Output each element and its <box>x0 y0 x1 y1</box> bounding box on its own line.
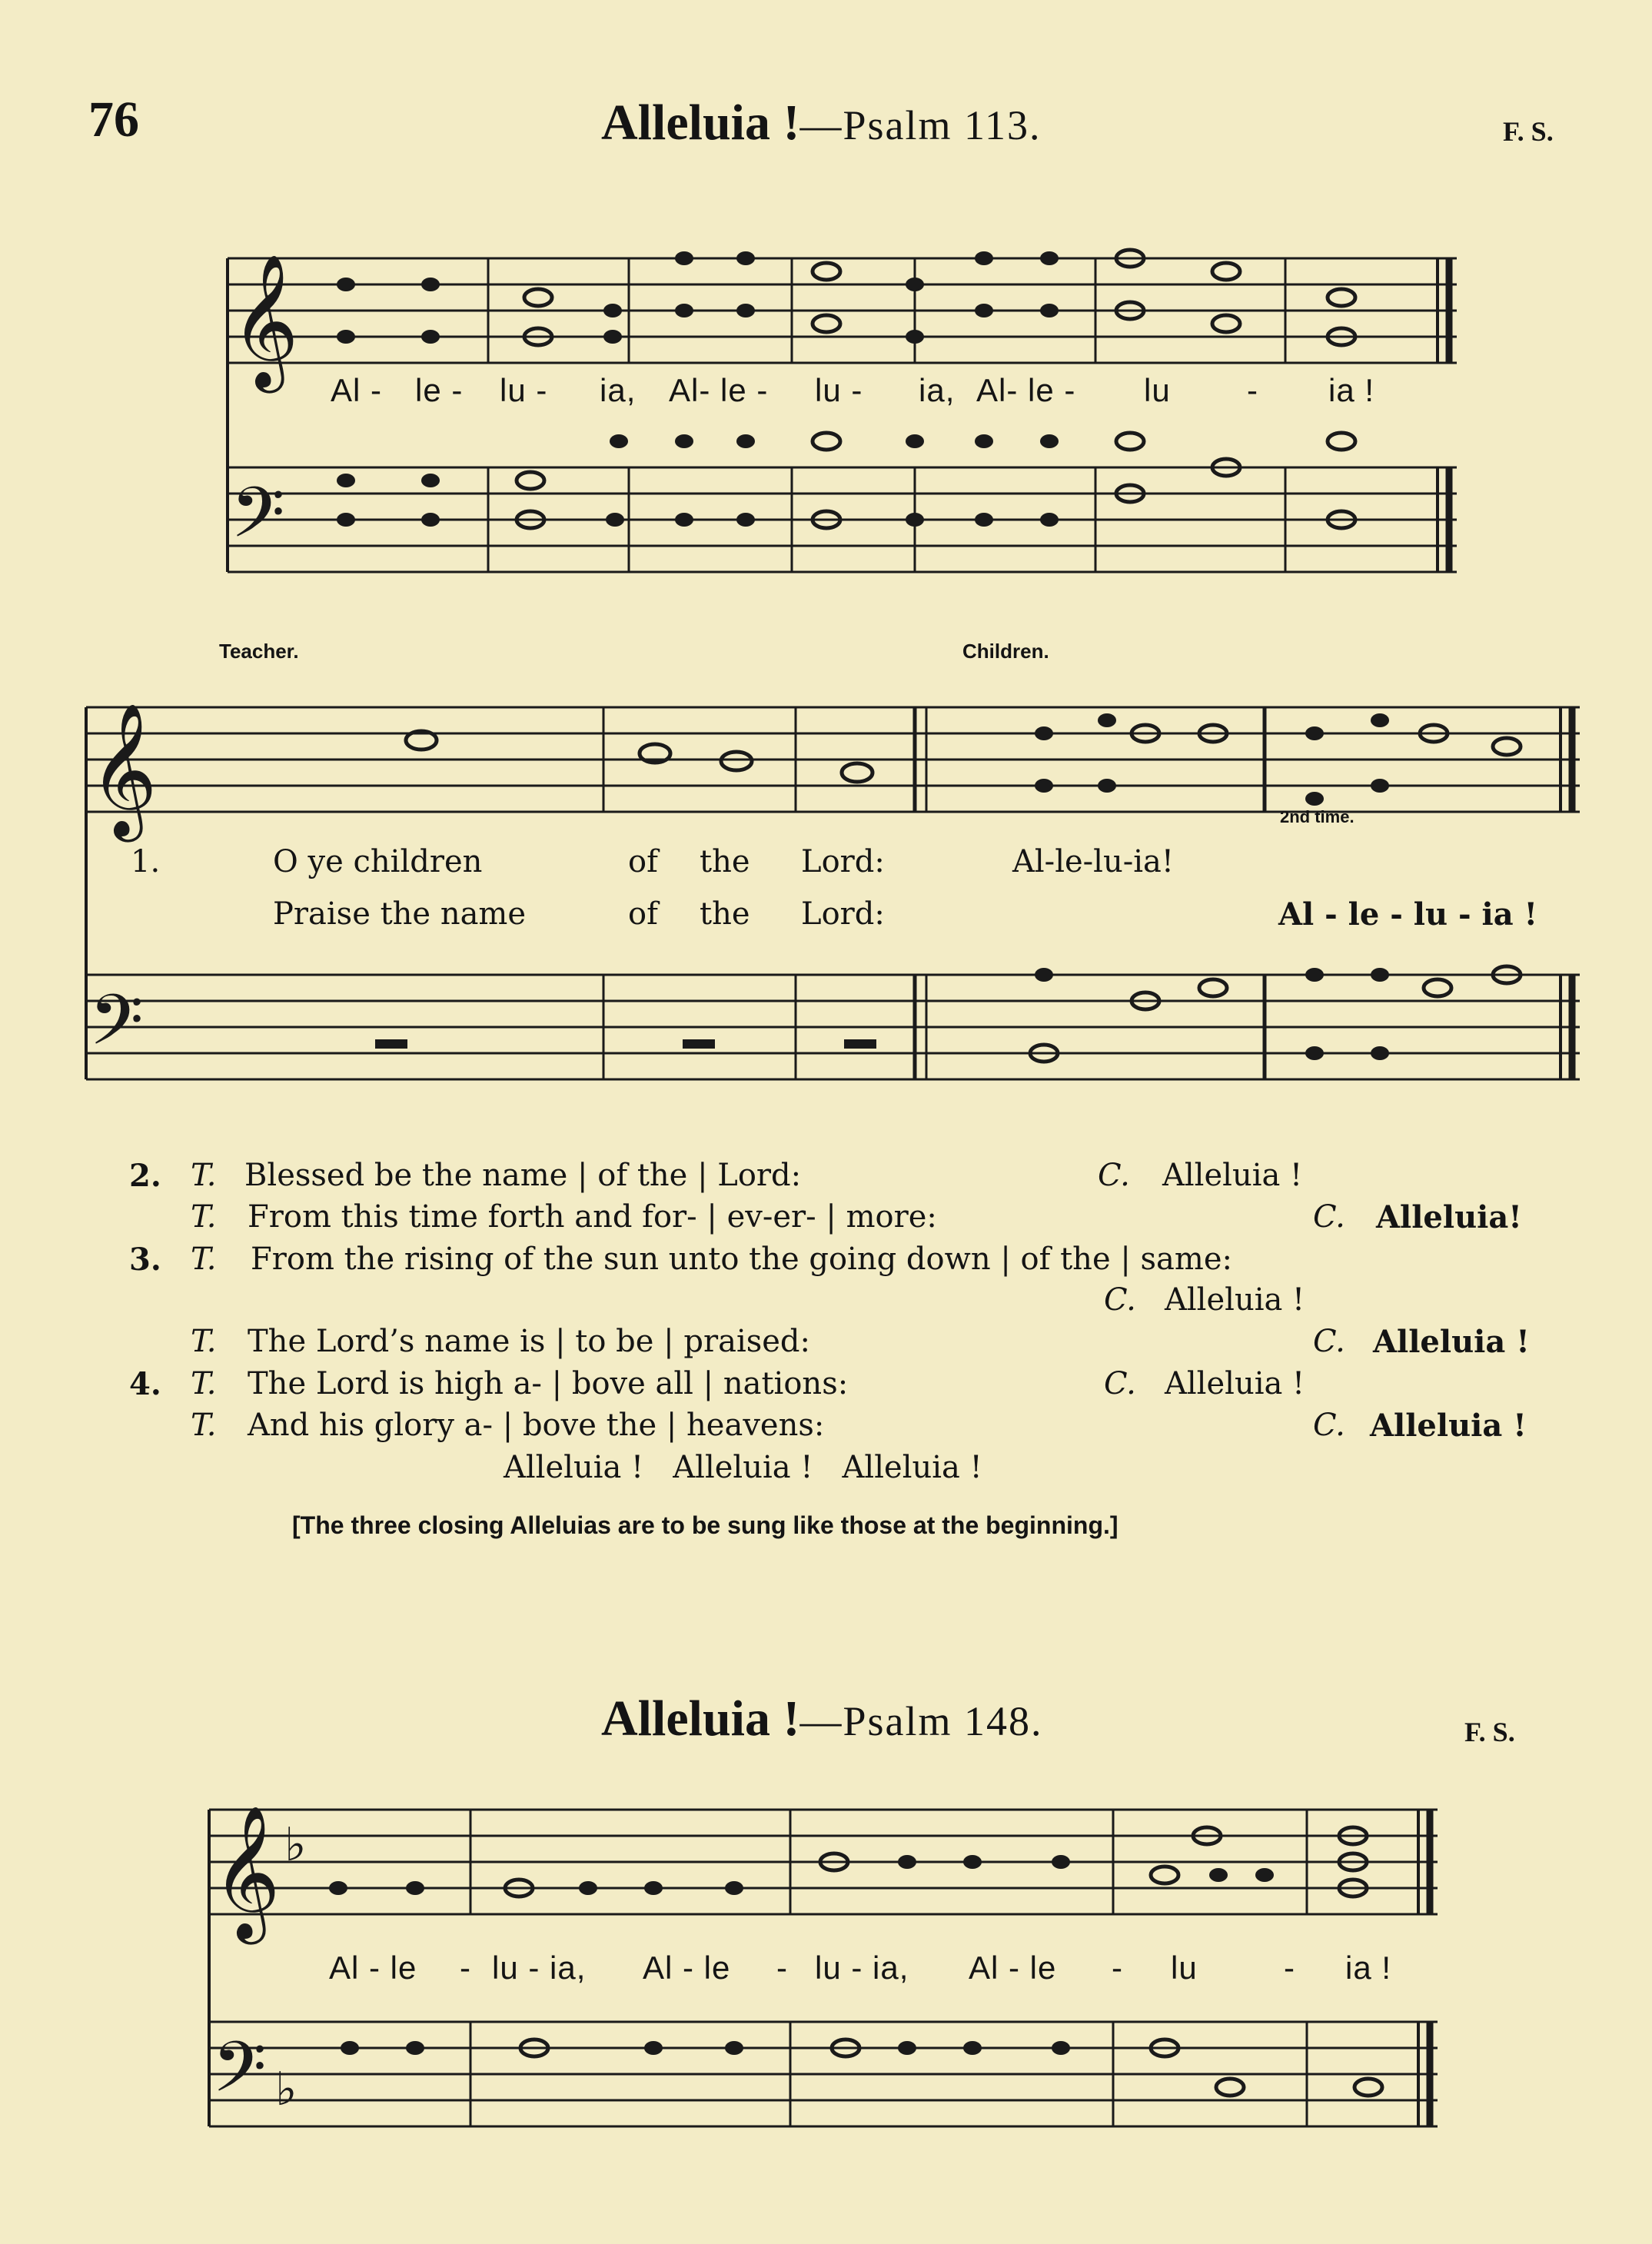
bass-clef-icon: 𝄢 <box>212 2026 267 2125</box>
verse-text: the <box>700 844 750 879</box>
lyric-syllable: - <box>1284 1950 1295 1986</box>
children-label: Children. <box>962 640 1049 663</box>
verse-text: of <box>628 896 658 932</box>
second-time-label: 2nd time. <box>1280 807 1355 826</box>
lyric-syllable: Al - le <box>969 1950 1057 1986</box>
lyric-syllable: ia, <box>919 372 956 408</box>
hymn2-subtitle: —Psalm 148. <box>799 1698 1043 1744</box>
closing-alleluias: Alleluia ! Alleluia ! Alleluia ! <box>504 1450 982 1485</box>
hymn2-title <box>601 1690 1043 1748</box>
closing-note: [The three closing Alleluias are to be sung like those at the beginning.] <box>292 1511 1119 1539</box>
staff-treble-2 <box>86 707 1580 812</box>
hymn2-lyrics <box>329 1950 1421 1988</box>
verse-response: Alleluia ! <box>1162 1158 1303 1193</box>
bass-clef-icon: 𝄢 <box>89 979 144 1078</box>
children-marker: C. <box>1313 1324 1345 1359</box>
lyric-syllable: ia ! <box>1345 1950 1392 1986</box>
lyric-syllable: - <box>1112 1950 1123 1986</box>
lyric-syllable: - <box>1247 372 1258 408</box>
staff-treble-1 <box>228 258 1457 363</box>
staff-bass-2 <box>86 975 1580 1079</box>
teacher-marker: T. <box>191 1199 217 1235</box>
lyric-syllable: lu <box>1144 372 1171 408</box>
verse-number: 3. <box>129 1242 161 1278</box>
notes-bass-2 <box>1030 966 1521 1062</box>
notes-bass-1 <box>337 433 1355 528</box>
verse-text: Lord: <box>801 896 885 932</box>
verse-response: Alleluia! <box>1376 1199 1522 1235</box>
verse-number: 2. <box>129 1158 161 1194</box>
verse-text: Lord: <box>801 844 885 879</box>
lyric-syllable: Al - <box>331 372 382 408</box>
teacher-marker: T. <box>191 1408 217 1443</box>
verse-text: From the rising of the sun unto the going down | of the | same: <box>251 1242 1232 1277</box>
lyric-syllable: lu - <box>500 372 548 408</box>
verse-text: Al-le-lu-ia! <box>1012 844 1174 879</box>
lyric-syllable: ia, <box>600 372 637 408</box>
children-marker: C. <box>1104 1366 1136 1401</box>
verse-text: From this time forth and for- | ev-er- | more: <box>248 1199 937 1235</box>
verse-number: 4. <box>129 1366 161 1402</box>
lyric-syllable: Al- le - <box>669 372 769 408</box>
lyric-syllable: Al- le - <box>976 372 1076 408</box>
rests-bass-2 <box>375 1039 876 1049</box>
children-marker: C. <box>1098 1158 1130 1193</box>
verse-text: And his glory a- | bove the | heavens: <box>248 1408 825 1443</box>
lyric-syllable: lu - ia, <box>815 1950 909 1986</box>
verse-text: The Lord is high a- | bove all | nations: <box>248 1366 849 1401</box>
teacher-marker: T. <box>191 1366 217 1401</box>
hymn2-title-main: Alleluia ! <box>601 1690 800 1747</box>
lyric-syllable: ia ! <box>1328 372 1375 408</box>
treble-clef-icon: 𝄞 <box>212 1805 281 1939</box>
verse-response: Alleluia ! <box>1165 1366 1305 1401</box>
bass-clef-icon: 𝄢 <box>231 472 285 570</box>
verse1-line1 <box>273 844 1580 883</box>
teacher-marker: T. <box>191 1158 217 1193</box>
notes-treble-1 <box>337 250 1355 345</box>
verse-text: O ye children <box>273 844 483 879</box>
meter-label: F. S. <box>1503 116 1554 147</box>
lyric-syllable: lu - <box>815 372 863 408</box>
teacher-marker: T. <box>191 1324 217 1359</box>
verse-text: The Lord’s name is | to be | praised: <box>248 1324 811 1359</box>
hymn2-meter: F. S. <box>1464 1717 1515 1747</box>
children-marker: C. <box>1313 1199 1345 1235</box>
hymn1-lyrics <box>331 372 1407 411</box>
lyric-syllable: Al - le <box>329 1950 417 1986</box>
verse1-line2 <box>273 896 1580 935</box>
treble-clef-icon: 𝄞 <box>89 703 158 836</box>
teacher-label: Teacher. <box>219 640 299 663</box>
staff-treble-3 <box>209 1810 1438 1914</box>
lyric-syllable: le - <box>415 372 464 408</box>
verse-text: the <box>700 896 750 932</box>
flat-icon: ♭ <box>275 2063 297 2116</box>
verse-response: Alleluia ! <box>1373 1324 1530 1360</box>
verse-text: Al - le - lu - ia ! <box>1278 896 1538 933</box>
verse1-number: 1. <box>131 844 161 879</box>
children-marker: C. <box>1104 1282 1136 1318</box>
staff-bass-3 <box>209 2022 1438 2126</box>
title-main: Alleluia ! <box>601 95 800 151</box>
lyric-syllable: lu - ia, <box>492 1950 587 1986</box>
flat-icon: ♭ <box>284 1818 307 1872</box>
treble-clef-icon: 𝄞 <box>231 254 299 387</box>
verse-text: Praise the name <box>273 896 527 932</box>
verse-text: of <box>628 844 658 879</box>
lyric-syllable: - <box>776 1950 788 1986</box>
verse-text: Blessed be the name | of the | Lord: <box>244 1158 802 1193</box>
lyric-syllable: Al - le <box>643 1950 731 1986</box>
children-marker: C. <box>1313 1408 1345 1443</box>
verse-response: Alleluia ! <box>1370 1408 1527 1444</box>
title-subtitle: —Psalm 113. <box>799 102 1042 148</box>
page-number: 76 <box>88 91 139 148</box>
lyric-syllable: - <box>460 1950 471 1986</box>
lyric-syllable: lu <box>1171 1950 1198 1986</box>
teacher-marker: T. <box>191 1242 217 1277</box>
verse-response: Alleluia ! <box>1165 1282 1305 1318</box>
